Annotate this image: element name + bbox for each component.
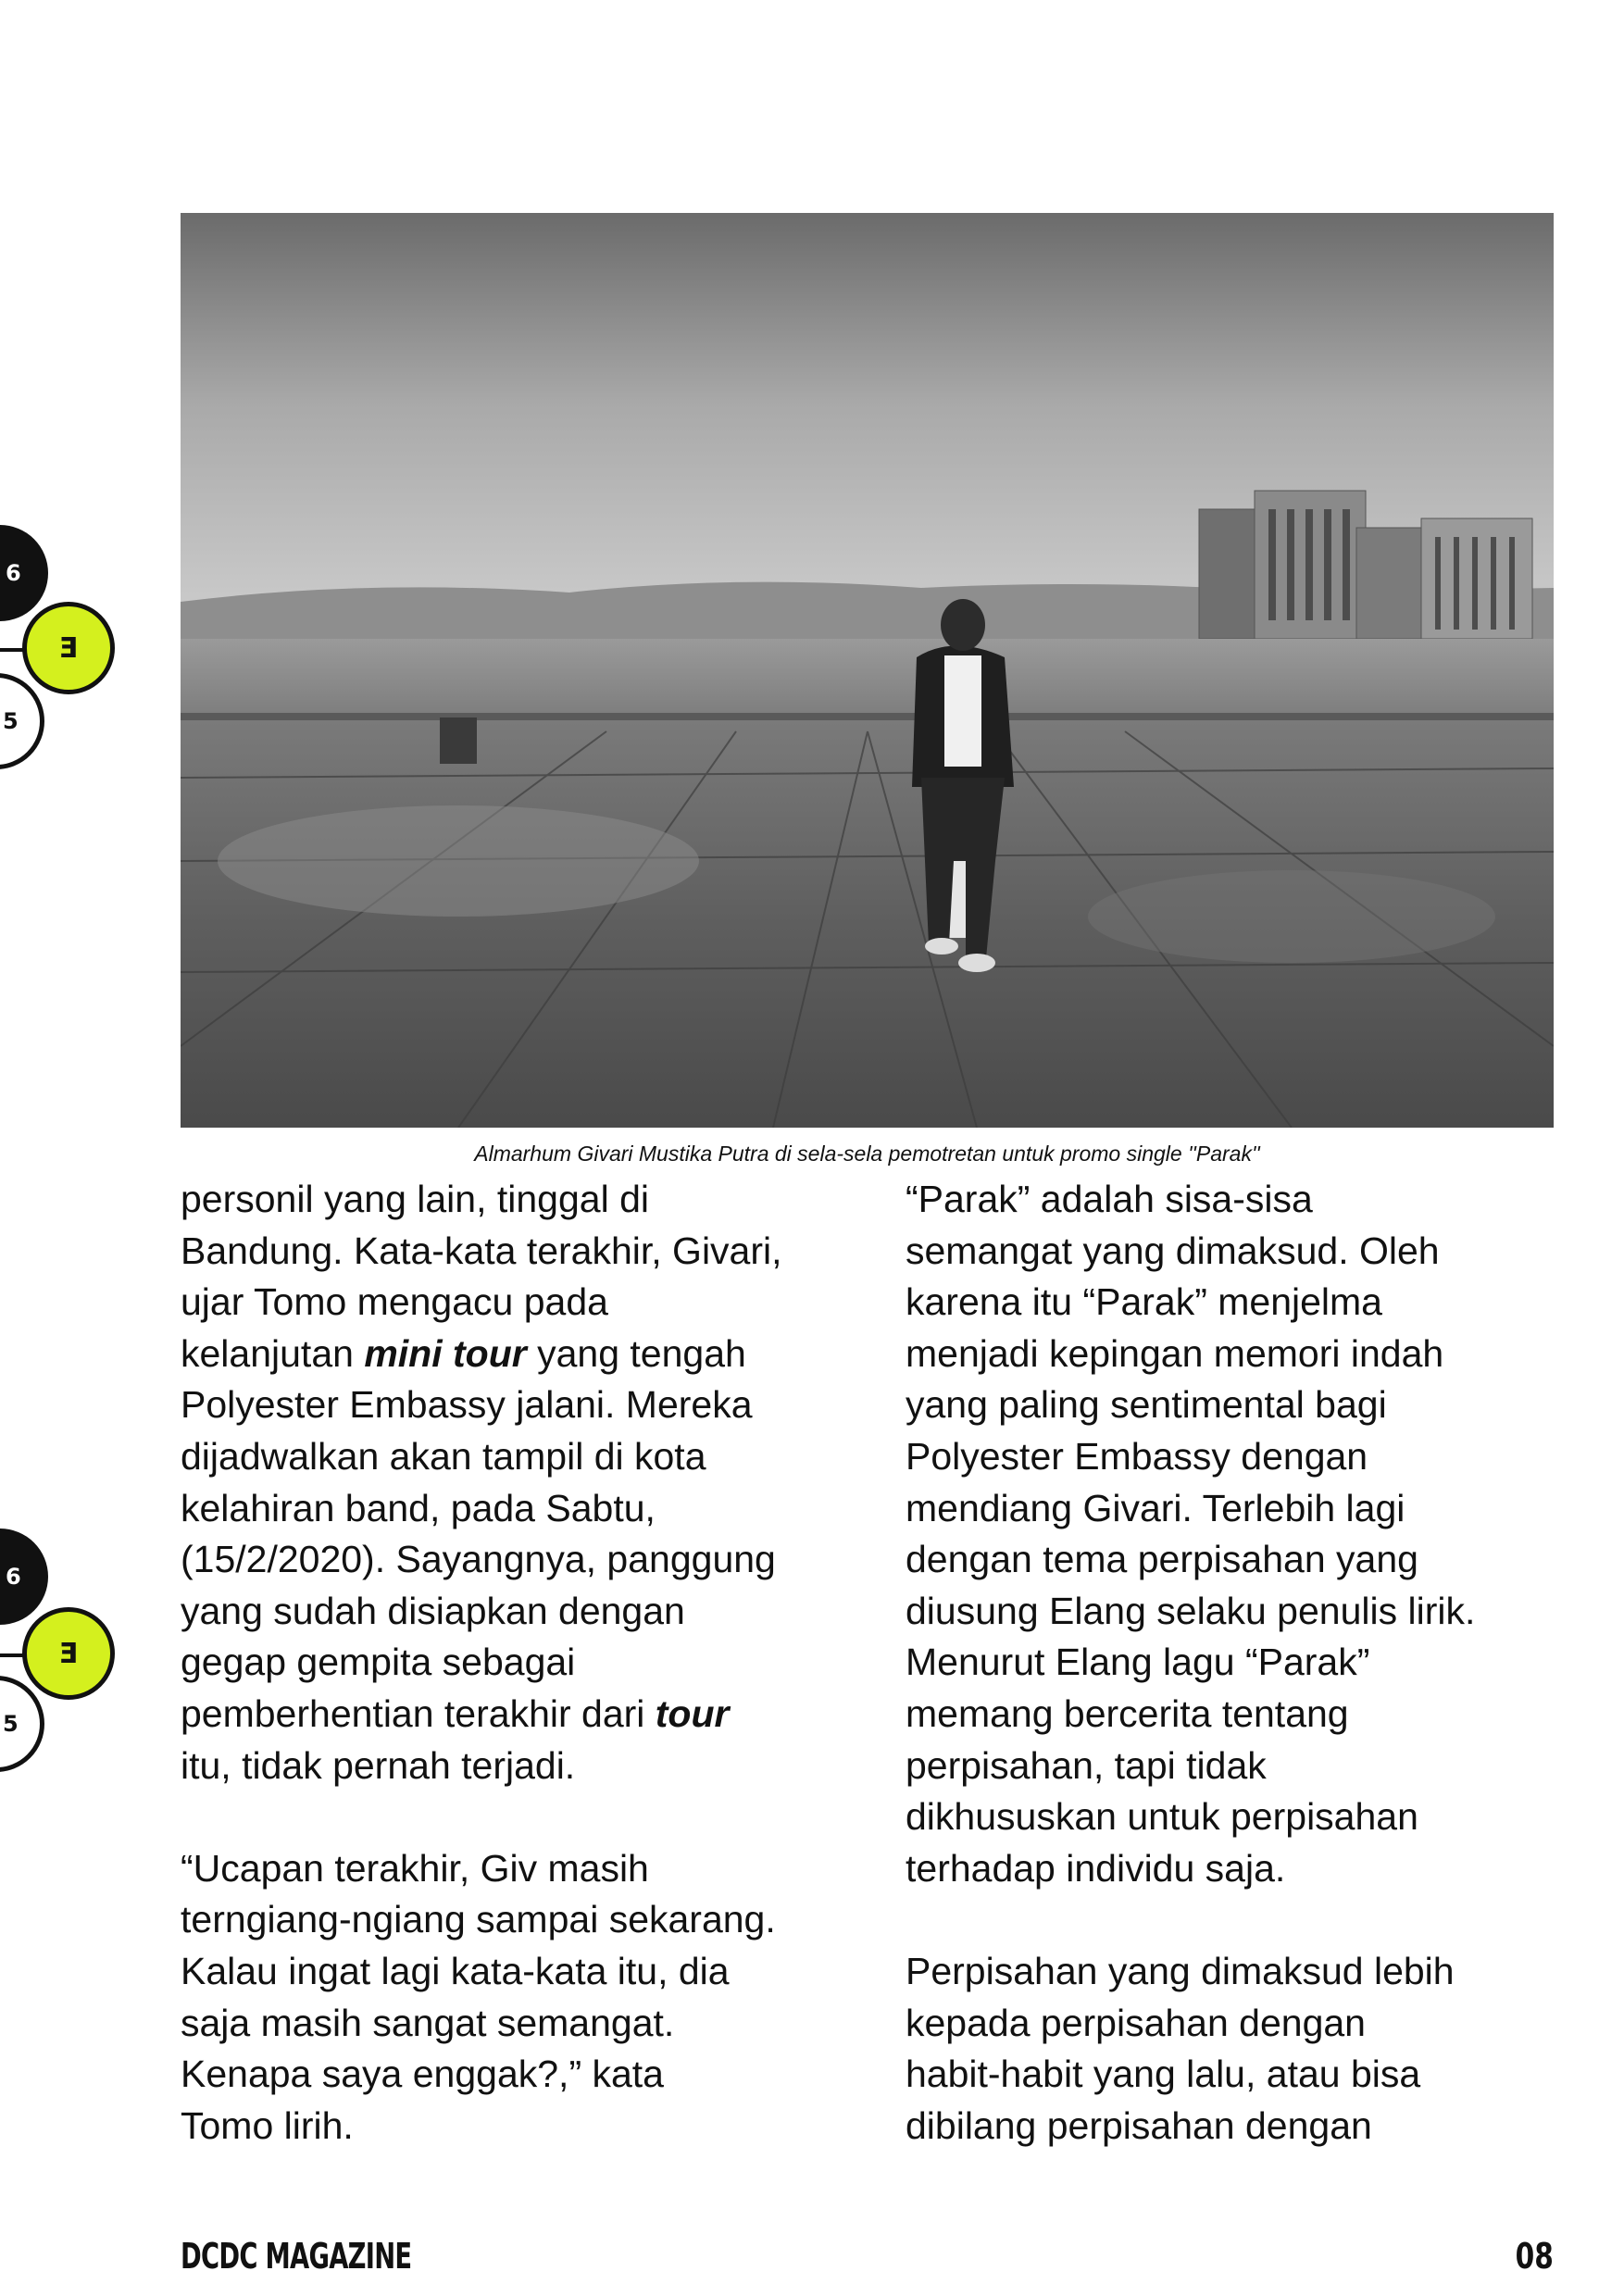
text-line: Bandung. Kata-kata terakhir, Givari, [181, 1229, 782, 1272]
text-line: Tomo lirih. [181, 2103, 354, 2147]
text-line: (15/2/2020). Sayangnya, panggung [181, 1538, 776, 1581]
text-line: Perpisahan yang dimaksud lebih [906, 1949, 1455, 1992]
text-line: terhadap individu saja. [906, 1846, 1286, 1890]
emphasis-text: tour [655, 1691, 730, 1735]
text-line: karena itu “Parak” menjelma [906, 1280, 1382, 1324]
text-line: “Ucapan terakhir, Giv masih [181, 1846, 649, 1890]
text-line: semangat yang dimaksud. Oleh [906, 1229, 1440, 1272]
side-tab-lower[interactable] [0, 673, 44, 769]
text-line [181, 1329, 829, 1380]
text-line: itu, tidak pernah terjadi. [181, 1743, 576, 1787]
tab-label: 5 [3, 1711, 19, 1737]
side-tab-upper[interactable] [0, 1529, 48, 1625]
text-line: kelahiran band, pada Sabtu, [181, 1486, 656, 1529]
paragraph [181, 1174, 829, 1791]
text-line: perpisahan, tapi tidak [906, 1743, 1267, 1787]
text-line: Kalau ingat lagi kata-kata itu, dia [181, 1949, 730, 1992]
text-line: dibilang perpisahan dengan [906, 2103, 1372, 2147]
text-line: Kenapa saya enggak?,” kata [181, 2053, 664, 2096]
tab-label: 5 [3, 708, 19, 734]
side-tab-active[interactable] [22, 1607, 115, 1700]
text-fragment: yang tengah [526, 1331, 746, 1375]
tab-label: 6 [6, 560, 21, 586]
text-line: diusung Elang selaku penulis lirik. [906, 1589, 1476, 1632]
text-fragment: pemberhentian terakhir dari [181, 1691, 656, 1735]
text-line: menjadi kepingan memori indah [906, 1331, 1444, 1375]
magazine-name: DCDC MAGAZINE [181, 2236, 412, 2277]
photo-caption: Almarhum Givari Mustika Putra di sela-sela pemotretan untuk promo single ''Parak'' [474, 1142, 1260, 1166]
side-tab-upper[interactable] [0, 525, 48, 621]
text-line: dikhususkan untuk perpisahan [906, 1795, 1418, 1839]
text-line: saja masih sangat semangat. [181, 2001, 675, 2044]
text-line: “Parak” adalah sisa-sisa [906, 1178, 1313, 1220]
text-line: Polyester Embassy dengan [906, 1434, 1368, 1478]
article-column-right [906, 1174, 1554, 2152]
text-line: yang sudah disiapkan dengan [181, 1589, 685, 1632]
side-tab-active[interactable] [22, 602, 115, 694]
emphasis-text: mini tour [364, 1331, 527, 1375]
side-tab-lower[interactable] [0, 1676, 44, 1772]
text-line: habit-habit yang lalu, atau bisa [906, 2053, 1421, 2096]
text-line: dengan tema perpisahan yang [906, 1538, 1418, 1581]
text-line [181, 1689, 829, 1741]
text-line: Polyester Embassy jalani. Mereka [181, 1383, 753, 1427]
text-line: Menurut Elang lagu “Parak” [906, 1641, 1370, 1684]
text-fragment: kelanjutan [181, 1331, 365, 1375]
text-line: mendiang Givari. Terlebih lagi [906, 1486, 1405, 1529]
page-number: 08 [1515, 2236, 1554, 2277]
tab-label: E [58, 1637, 79, 1670]
tab-label: E [58, 631, 79, 665]
text-line: personil yang lain, tinggal di [181, 1178, 649, 1220]
tab-label: 6 [6, 1564, 21, 1590]
text-line: kepada perpisahan dengan [906, 2001, 1366, 2044]
rooftop-photo-illustration [181, 213, 1554, 1128]
text-line: memang bercerita tentang [906, 1691, 1349, 1735]
text-line: dijadwalkan akan tampil di kota [181, 1434, 706, 1478]
paragraph [906, 1946, 1554, 2152]
text-line: yang paling sentimental bagi [906, 1383, 1387, 1427]
text-line: gegap gempita sebagai [181, 1641, 576, 1684]
text-line: terngiang-ngiang sampai sekarang. [181, 1898, 776, 1941]
paragraph [906, 1174, 1554, 1894]
paragraph [181, 1843, 829, 2152]
article-photo [181, 213, 1554, 1128]
text-line: ujar Tomo mengacu pada [181, 1280, 608, 1324]
article-column-left [181, 1174, 829, 2152]
